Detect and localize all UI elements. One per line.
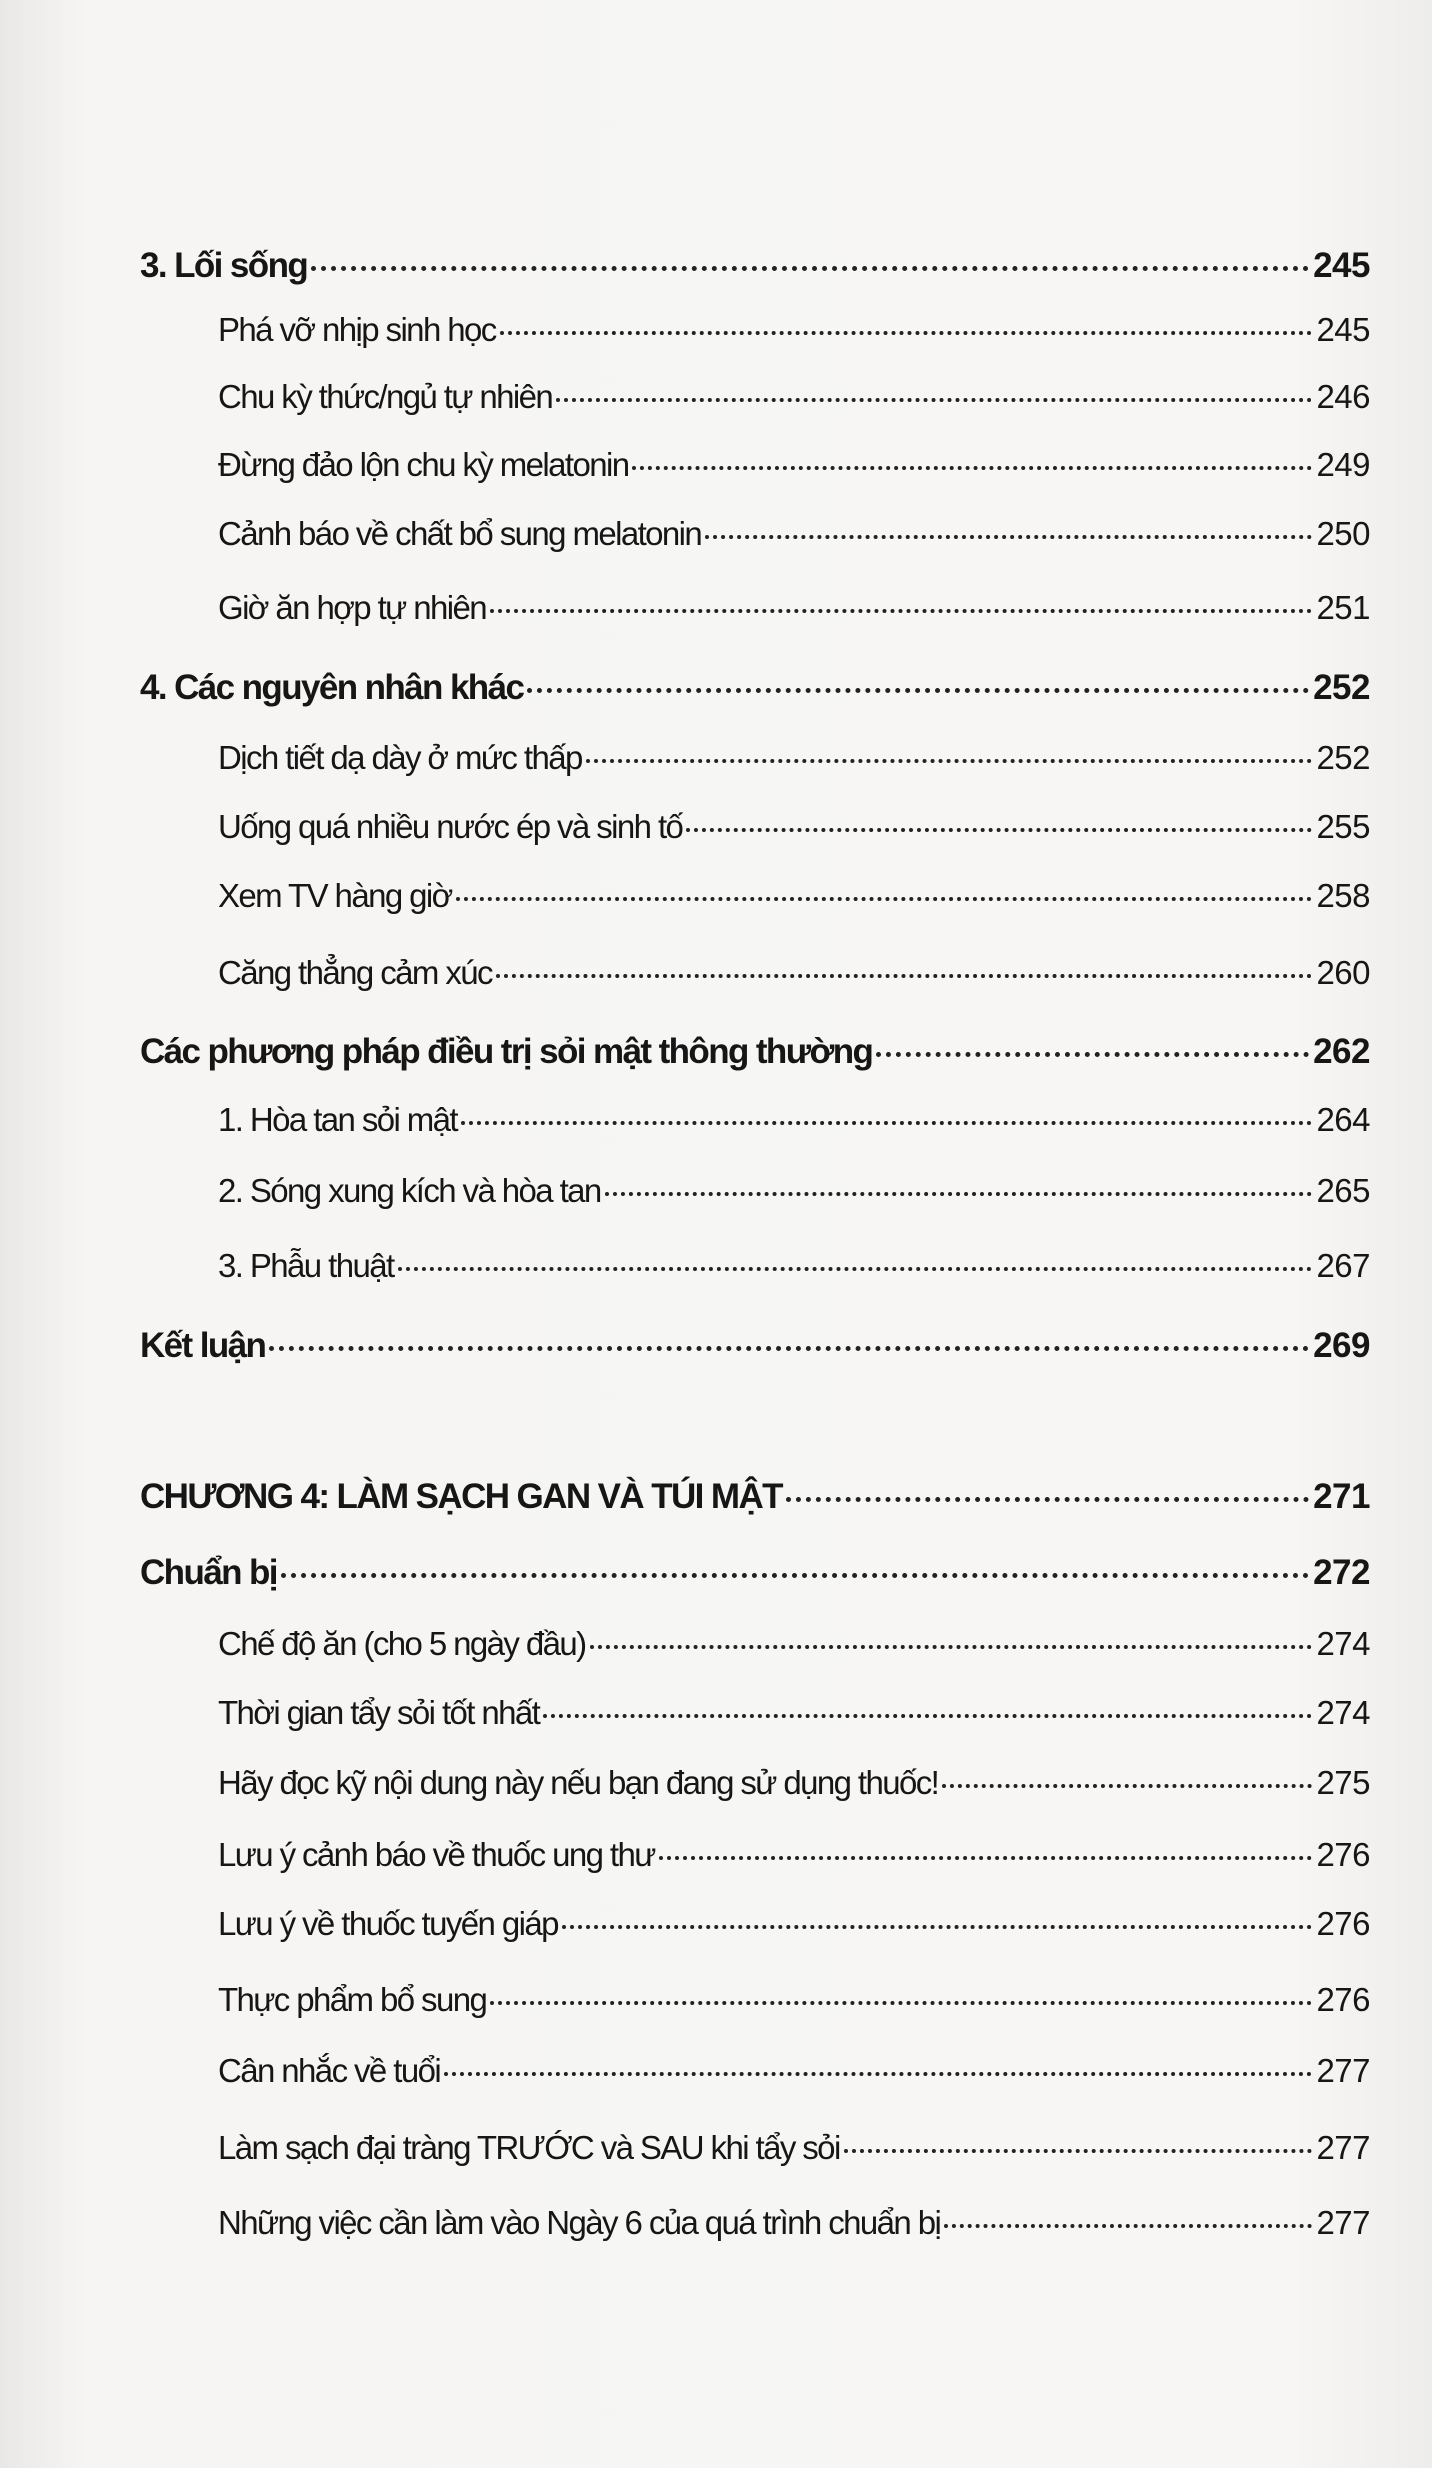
dot-leader [556, 398, 1312, 402]
toc-entry-title: CHƯƠNG 4: LÀM SẠCH GAN VÀ TÚI MẬT [140, 1477, 782, 1516]
toc-entry-page-number: 249 [1316, 446, 1370, 483]
toc-entry [140, 1477, 1370, 1521]
toc-entry [218, 1101, 1370, 1145]
toc-entry-page-number: 255 [1316, 808, 1370, 845]
toc-entry-page-number: 250 [1316, 515, 1370, 552]
toc-entry-page-number: 276 [1316, 1836, 1370, 1873]
toc-entry-title: Xem TV hàng giờ [218, 877, 452, 914]
toc-entry [140, 1326, 1370, 1370]
toc-entry-title: Cân nhắc về tuổi [218, 2052, 441, 2089]
dot-leader [490, 609, 1312, 613]
toc-entry [218, 954, 1370, 998]
toc-entry-page-number: 260 [1316, 954, 1370, 991]
toc-entry-page-number: 251 [1316, 589, 1370, 626]
toc-entry-page-number: 276 [1316, 1905, 1370, 1942]
toc-entry-title: Uống quá nhiều nước ép và sinh tố [218, 808, 683, 845]
toc-entry-page-number: 277 [1316, 2129, 1370, 2166]
toc-entry [218, 378, 1370, 422]
dot-leader [876, 1052, 1309, 1057]
dot-leader [281, 1573, 1309, 1578]
toc-entry-title: Chu kỳ thức/ngủ tự nhiên [218, 378, 553, 415]
toc-entry-page-number: 262 [1313, 1032, 1370, 1071]
toc-entry-page-number: 246 [1316, 378, 1370, 415]
toc-entry-page-number: 258 [1316, 877, 1370, 914]
toc-entry [218, 877, 1370, 921]
dot-leader [500, 331, 1313, 335]
toc-entry-page-number: 274 [1316, 1625, 1370, 1662]
toc-entry-title: Thực phẩm bổ sung [218, 1981, 487, 2018]
toc-entry [218, 2052, 1370, 2096]
toc-entry-title: Lưu ý về thuốc tuyến giáp [218, 1905, 558, 1942]
toc-entry-page-number: 275 [1316, 1764, 1370, 1801]
toc-entry-title: Các phương pháp điều trị sỏi mật thông thường [140, 1032, 873, 1071]
dot-leader [269, 1346, 1309, 1351]
dot-leader [456, 897, 1313, 901]
dot-leader [605, 1192, 1313, 1196]
dot-leader [590, 1645, 1313, 1649]
toc-entry-page-number: 252 [1313, 668, 1370, 707]
toc-entry [218, 515, 1370, 559]
toc-entry [140, 1553, 1370, 1597]
dot-leader [686, 828, 1312, 832]
dot-leader [461, 1121, 1312, 1125]
toc-entry-title: Kết luận [140, 1326, 266, 1365]
toc-entry-title: Làm sạch đại tràng TRƯỚC và SAU khi tẩy sỏi [218, 2129, 840, 2166]
toc-entry-title: Căng thẳng cảm xúc [218, 954, 492, 991]
toc-entry-page-number: 271 [1313, 1477, 1370, 1516]
dot-leader [944, 2224, 1312, 2228]
toc-entry-title: 1. Hòa tan sỏi mật [218, 1101, 458, 1138]
dot-leader [496, 974, 1313, 978]
dot-leader [659, 1856, 1313, 1860]
toc-entry [218, 1694, 1370, 1738]
toc-entry [218, 1905, 1370, 1949]
toc-entry [218, 589, 1370, 633]
dot-leader [586, 759, 1313, 763]
toc-entry [218, 311, 1370, 355]
toc-entry-title: 2. Sóng xung kích và hòa tan [218, 1172, 601, 1209]
toc-entry [140, 1032, 1370, 1076]
toc-entry [218, 2129, 1370, 2173]
dot-leader [527, 688, 1309, 693]
toc-entry-title: Những việc cần làm vào Ngày 6 của quá trình chuẩn bị [218, 2204, 941, 2241]
dot-leader [705, 535, 1312, 539]
dot-leader [543, 1714, 1312, 1718]
toc-entry-title: Phá vỡ nhịp sinh học [218, 311, 496, 348]
toc-entry-page-number: 269 [1313, 1326, 1370, 1365]
toc-entry-page-number: 264 [1316, 1101, 1370, 1138]
dot-leader [444, 2072, 1312, 2076]
toc-entry [218, 446, 1370, 490]
toc-entry-title: 3. Phẫu thuật [218, 1247, 394, 1284]
dot-leader [398, 1267, 1313, 1271]
dot-leader [786, 1497, 1309, 1502]
toc-entry-page-number: 276 [1316, 1981, 1370, 2018]
toc-entry-page-number: 277 [1316, 2052, 1370, 2089]
toc-entry [218, 2204, 1370, 2248]
toc-entry-page-number: 272 [1313, 1553, 1370, 1592]
toc-entry-page-number: 267 [1316, 1247, 1370, 1284]
toc-entry-title: Dịch tiết dạ dày ở mức thấp [218, 739, 582, 776]
toc-entry [218, 1247, 1370, 1291]
dot-leader [844, 2149, 1313, 2153]
toc-entry [218, 1625, 1370, 1669]
toc-entry [140, 668, 1370, 712]
toc-entry-title: Giờ ăn hợp tự nhiên [218, 589, 486, 626]
toc-entry-title: Lưu ý cảnh báo về thuốc ung thư [218, 1836, 655, 1873]
toc-entry [218, 808, 1370, 852]
dot-leader [311, 266, 1309, 271]
toc-entry-title: Hãy đọc kỹ nội dung này nếu bạn đang sử dụng thuốc! [218, 1764, 939, 1801]
toc-entry [218, 1764, 1370, 1808]
dot-leader [942, 1784, 1312, 1788]
toc-entry-page-number: 252 [1316, 739, 1370, 776]
toc-entry-title: Chuẩn bị [140, 1553, 277, 1592]
toc-entry [218, 1172, 1370, 1216]
toc-entry-title: Thời gian tẩy sỏi tốt nhất [218, 1694, 540, 1731]
dot-leader [632, 466, 1312, 470]
toc-entry-page-number: 265 [1316, 1172, 1370, 1209]
toc-entry [218, 1981, 1370, 2025]
toc-entry-page-number: 245 [1313, 246, 1370, 285]
toc-entry-title: 3. Lối sống [140, 246, 308, 285]
toc-entry-title: Chế độ ăn (cho 5 ngày đầu) [218, 1625, 586, 1662]
toc-entry-title: Cảnh báo về chất bổ sung melatonin [218, 515, 702, 552]
dot-leader [490, 2001, 1312, 2005]
toc-entry-page-number: 245 [1316, 311, 1370, 348]
toc-entry [218, 1836, 1370, 1880]
toc-entry [218, 739, 1370, 783]
toc-entry-title: Đừng đảo lộn chu kỳ melatonin [218, 446, 629, 483]
toc-entry [140, 246, 1370, 290]
toc-entry-page-number: 277 [1316, 2204, 1370, 2241]
toc-entry-title: 4. Các nguyên nhân khác [140, 668, 524, 707]
dot-leader [562, 1925, 1313, 1929]
toc-entry-page-number: 274 [1316, 1694, 1370, 1731]
